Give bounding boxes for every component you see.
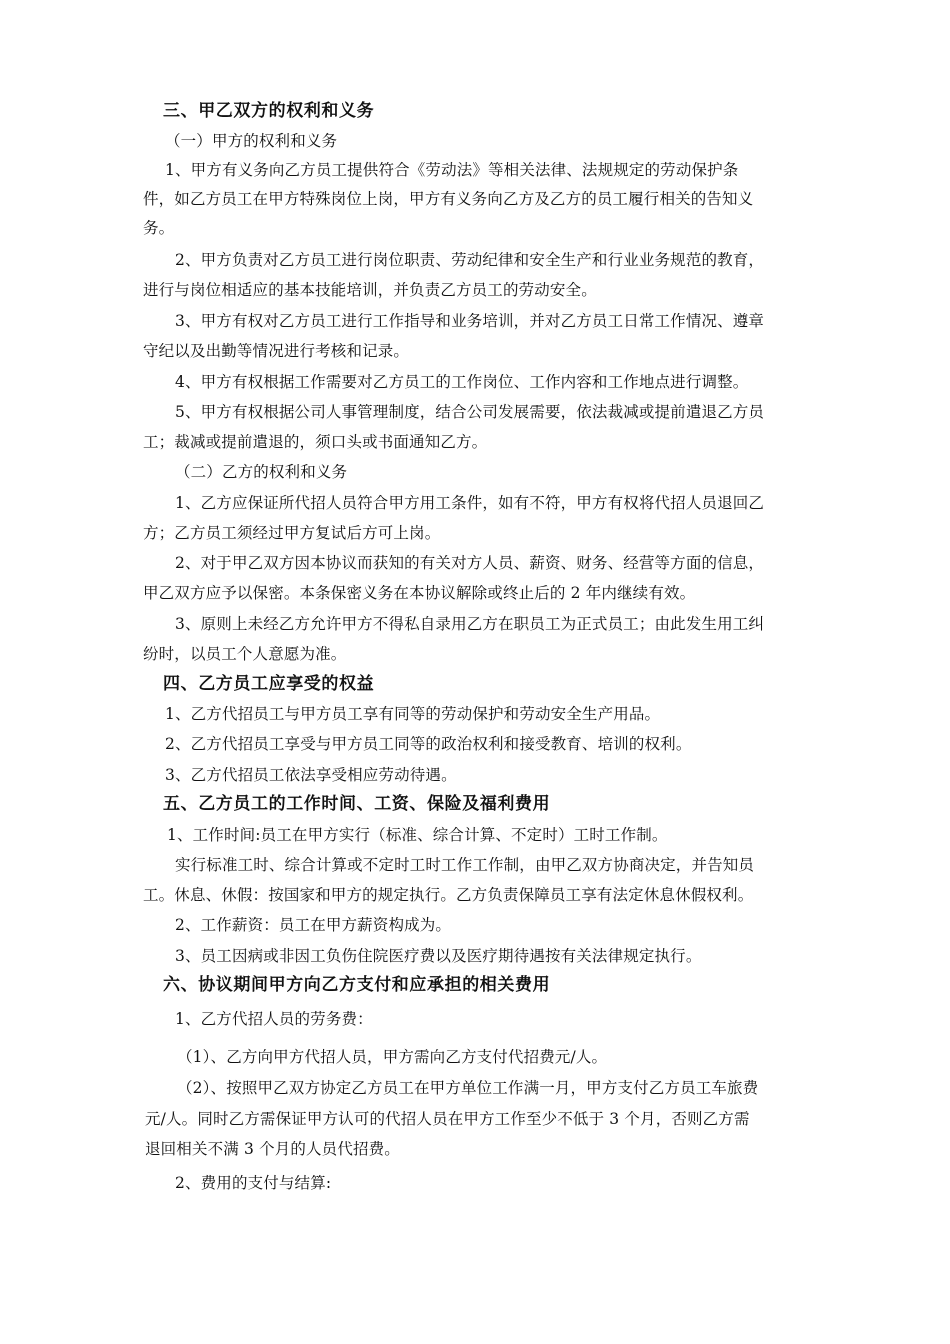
section-heading-4: 四、乙方员工应享受的权益: [163, 674, 375, 694]
text-line: 件，如乙方员工在甲方特殊岗位上岗，甲方有义务向乙方及乙方的员工履行相关的告知义: [143, 190, 754, 208]
text-line: 3、乙方代招员工依法享受相应劳动待遇。: [165, 766, 457, 784]
text-line: 1、乙方代招人员的劳务费：: [175, 1010, 373, 1028]
text-line: 1、甲方有义务向乙方员工提供符合《劳动法》等相关法律、法规规定的劳动保护条: [165, 161, 739, 179]
text-line: 1、工作时间:员工在甲方实行（标准、综合计算、不定时）工时工作制。: [167, 826, 668, 844]
text-line: 守纪以及出勤等情况进行考核和记录。: [143, 342, 410, 360]
section-heading-5: 五、乙方员工的工作时间、工资、保险及福利费用: [163, 794, 551, 814]
text-line: 甲乙双方应予以保密。本条保密义务在本协议解除或终止后的 2 年内继续有效。: [143, 584, 696, 602]
text-line: 进行与岗位相适应的基本技能培训，并负责乙方员工的劳动安全。: [143, 281, 597, 299]
text-line: （1）、乙方向甲方代招人员，甲方需向乙方支付代招费元/人。: [177, 1048, 608, 1066]
text-line: 5、甲方有权根据公司人事管理制度，结合公司发展需要，依法裁减或提前遣退乙方员: [175, 403, 765, 421]
text-line: 2、甲方负责对乙方员工进行岗位职责、劳动纪律和安全生产和行业业务规范的教育，: [175, 251, 765, 269]
section-heading-6: 六、协议期间甲方向乙方支付和应承担的相关费用: [163, 975, 551, 995]
text-line: 实行标准工时、综合计算或不定时工时工作工作制，由甲乙双方协商决定，并告知员: [175, 856, 755, 874]
text-line: 工；裁减或提前遣退的，须口头或书面通知乙方。: [143, 433, 488, 451]
section-heading-3: 三、甲乙双方的权利和义务: [163, 101, 375, 121]
text-line: 退回相关不满 3 个月的人员代招费。: [145, 1140, 400, 1158]
subsection-heading-party-b: （二）乙方的权利和义务: [175, 463, 348, 481]
text-line: 方；乙方员工须经过甲方复试后方可上岗。: [143, 524, 441, 542]
text-line: 3、原则上未经乙方允许甲方不得私自录用乙方在职员工为正式员工；由此发生用工纠: [175, 615, 765, 633]
text-line: 3、员工因病或非因工负伤住院医疗费以及医疗期待遇按有关法律规定执行。: [175, 947, 702, 965]
text-line: 2、工作薪资：员工在甲方薪资构成为。: [175, 916, 452, 934]
text-line: 1、乙方代招员工与甲方员工享有同等的劳动保护和劳动安全生产用品。: [165, 705, 661, 723]
text-line: 务。: [143, 219, 175, 237]
text-line: （2）、按照甲乙双方协定乙方员工在甲方单位工作满一月，甲方支付乙方员工车旅费: [177, 1079, 759, 1097]
text-line: 3、甲方有权对乙方员工进行工作指导和业务培训，并对乙方员工日常工作情况、遵章: [175, 312, 765, 330]
text-line: 2、乙方代招员工享受与甲方员工同等的政治权利和接受教育、培训的权利。: [165, 735, 692, 753]
text-line: 纷时，以员工个人意愿为准。: [143, 645, 347, 663]
subsection-heading-party-a: （一）甲方的权利和义务: [165, 132, 338, 150]
text-line: 元/人。同时乙方需保证甲方认可的代招人员在甲方工作至少不低于 3 个月，否则乙方需: [145, 1110, 750, 1128]
text-line: 4、甲方有权根据工作需要对乙方员工的工作岗位、工作内容和工作地点进行调整。: [175, 373, 749, 391]
text-line: 2、对于甲乙双方因本协议而获知的有关对方人员、薪资、财务、经营等方面的信息，: [175, 554, 765, 572]
text-line: 工。休息、休假：按国家和甲方的规定执行。乙方负责保障员工享有法定休息休假权利。: [143, 886, 754, 904]
text-line: 2、费用的支付与结算:: [175, 1174, 332, 1192]
text-line: 1、乙方应保证所代招人员符合甲方用工条件，如有不符，甲方有权将代招人员退回乙: [175, 494, 765, 512]
